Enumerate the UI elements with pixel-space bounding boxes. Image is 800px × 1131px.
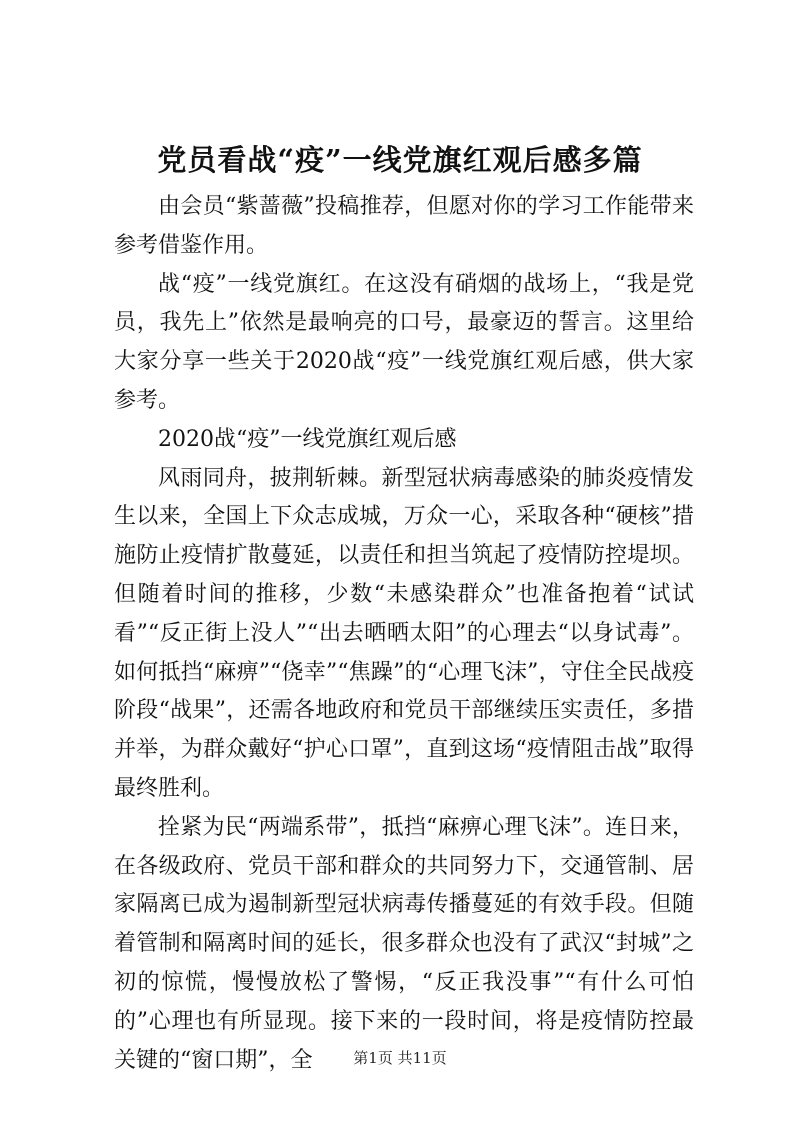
paragraph-summary: 战“疫”一线党旗红。在这没有硝烟的战场上，“我是党员，我先上”依然是最响亮的口号，最豪迈的誓言。这里给大家分享一些关于2020战“疫”一线党旗红观后感，供大家参考。 [114, 271, 694, 413]
document-title: 党员看战“疫”一线党旗红观后感多篇 [157, 143, 643, 177]
paragraph-intro: 由会员“紫蔷薇”投稿推荐，但愿对你的学习工作能带来参考借鉴作用。 [114, 194, 694, 258]
section-heading: 2020战“疫”一线党旗红观后感 [158, 426, 457, 452]
paragraph-body-1: 风雨同舟，披荆斩棘。新型冠状病毒感染的肺炎疫情发生以来，全国上下众志成城，万众一心，采取各种“硬核”措施防止疫情扩散蔓延，以责任和担当筑起了疫情防控堤坝。但随着时间的推移，少数“未感染群众”也准备抱着“试试看”“反正街上没人”“出去晒晒太阳”的心理去“以身试毒”。如何抵挡“麻痹”“侥幸”“焦躁”的“心理飞沫”，守住全民战疫阶段“战果”，还需各地政府和党员干部继续压实责任，多措并举，为群众戴好“护心口罩”，直到这场“疫情阻击战”取得最终胜利。 [114, 465, 694, 801]
page-footer: 第1页 共11页 [353, 1049, 447, 1067]
document-body [114, 188, 694, 1080]
paragraph-body-2: 拴紧为民“两端系带”，抵挡“麻痹心理飞沫”。连日来，在各级政府、党员干部和群众的共同努力下，交通管制、居家隔离已成为遏制新型冠状病毒传播蔓延的有效手段。但随着管制和隔离时间的延长，很多群众也没有了武汉“封城”之初的惊慌，慢慢放松了警惕，“反正我没事”“有什么可怕的”心理也有所显现。接下来的一段时间，将是疫情防控最关键的“窗口期”，全 [114, 814, 694, 1073]
